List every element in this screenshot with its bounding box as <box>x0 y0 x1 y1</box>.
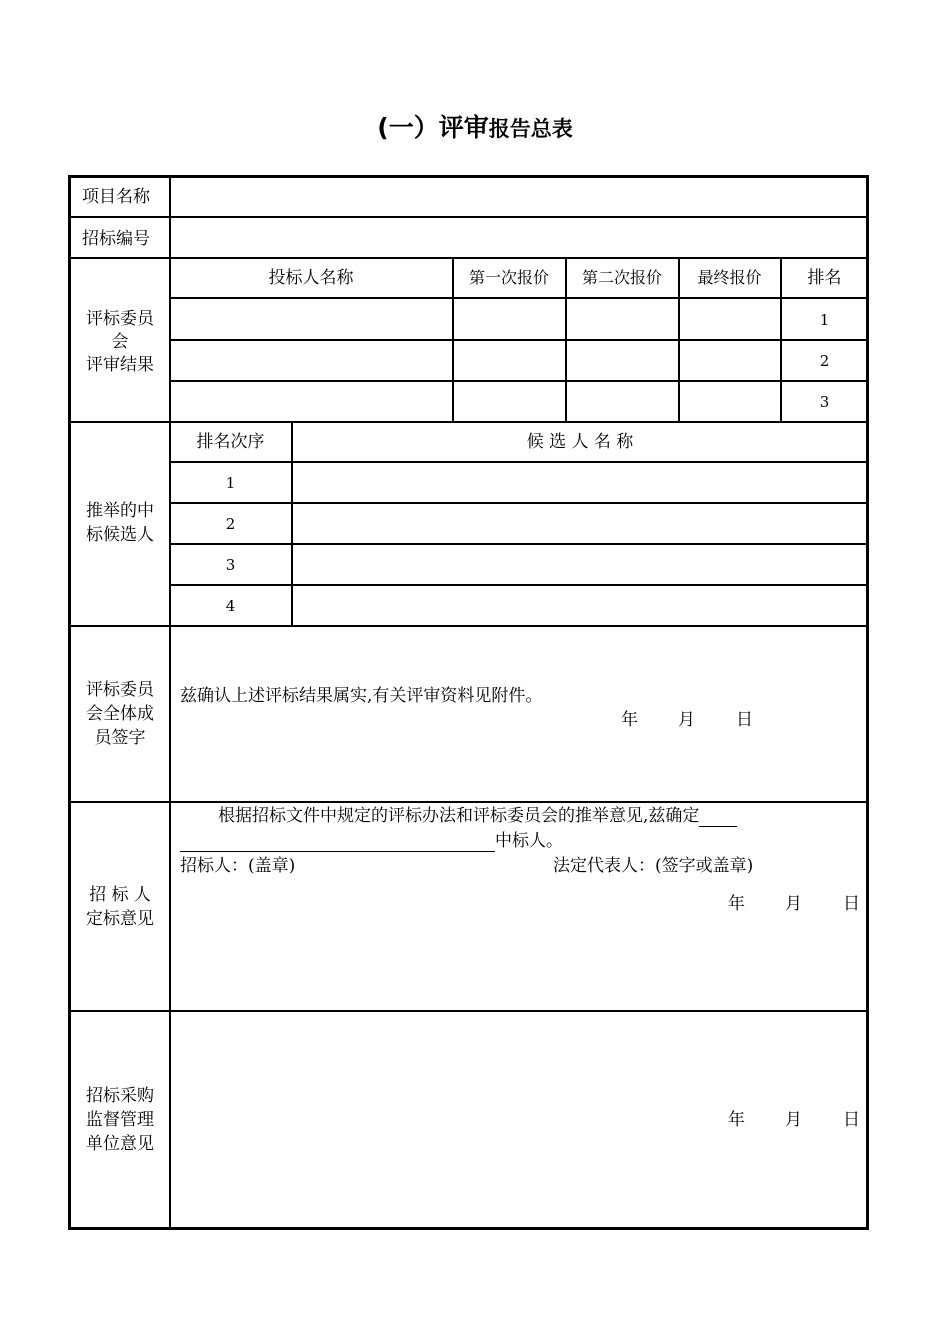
confirm-text: 兹确认上述评标结果属实,有关评审资料见附件。 <box>180 686 543 706</box>
candidate-row-divider <box>170 461 868 463</box>
bid-row-divider <box>170 297 868 299</box>
committee-result-label-1: 评标委员 <box>86 309 154 329</box>
title-main: (一）评审 <box>377 113 489 142</box>
candidate-row-divider <box>170 543 868 545</box>
rank-number: 2 <box>819 352 830 370</box>
date-year: 年 <box>728 1110 745 1130</box>
rank-number: 1 <box>819 311 830 329</box>
date-month: 月 <box>785 894 802 914</box>
header-rank-order: 排名次序 <box>196 432 265 452</box>
winner-blank-1[interactable] <box>699 808 737 827</box>
candidate-order: 2 <box>225 515 236 533</box>
row-divider <box>68 216 869 218</box>
candidate-order: 4 <box>225 597 236 615</box>
candidate-order: 1 <box>225 474 236 492</box>
page-title <box>0 108 950 144</box>
winner-blank-2[interactable] <box>180 833 495 852</box>
signature-label-3: 员签字 <box>94 728 146 748</box>
header-rank: 排名 <box>807 268 842 288</box>
date-month: 月 <box>678 710 695 730</box>
opinion-text-line1: 根据招标文件中规定的评标办法和评标委员会的推举意见,兹确定 <box>218 805 737 827</box>
label-column-divider <box>169 175 171 1230</box>
date-year: 年 <box>728 894 745 914</box>
date-year: 年 <box>621 710 638 730</box>
rank-number: 3 <box>819 393 830 411</box>
candidate-order: 3 <box>225 556 236 574</box>
supervision-label-2: 监督管理 <box>86 1110 154 1130</box>
supervision-label-1: 招标采购 <box>86 1086 154 1106</box>
row-divider <box>68 801 869 803</box>
committee-result-label-3: 评审结果 <box>86 355 154 375</box>
row-divider <box>68 625 869 627</box>
signature-label-2: 会全体成 <box>86 704 154 724</box>
header-second-bid: 第二次报价 <box>581 268 662 287</box>
header-bidder-name: 投标人名称 <box>268 268 354 288</box>
signature-label-1: 评标委员 <box>86 680 154 700</box>
date-month: 月 <box>785 1110 802 1130</box>
supervision-label-3: 单位意见 <box>86 1134 154 1154</box>
date-day: 日 <box>736 710 753 730</box>
opinion-text-line2: 中标人。 <box>180 830 563 852</box>
row-divider <box>68 421 869 423</box>
tenderer-opinion-label-1: 招 标 人 <box>89 885 151 905</box>
title-small: 报告总表 <box>488 117 573 141</box>
committee-result-label-2: 会 <box>111 332 129 352</box>
bid-row-divider <box>170 380 868 382</box>
candidates-label-2: 标候选人 <box>86 525 154 545</box>
candidates-label-1: 推举的中 <box>86 501 154 521</box>
date-day: 日 <box>843 1110 860 1130</box>
project-name-label: 项目名称 <box>82 187 150 207</box>
legal-representative: 法定代表人：(签字或盖章) <box>553 856 754 876</box>
row-divider <box>68 257 869 259</box>
candidate-row-divider <box>170 584 868 586</box>
date-day: 日 <box>843 894 860 914</box>
tenderer-opinion-label-2: 定标意见 <box>86 909 154 929</box>
header-candidate-name: 候 选 人 名 称 <box>526 432 634 452</box>
row-divider <box>68 1010 869 1012</box>
candidate-row-divider <box>170 502 868 504</box>
header-first-bid: 第一次报价 <box>468 268 549 287</box>
tender-no-label: 招标编号 <box>82 229 150 249</box>
tenderer-seal: 招标人：(盖章) <box>180 856 296 876</box>
header-final-bid: 最终报价 <box>697 268 762 287</box>
bid-row-divider <box>170 339 868 341</box>
